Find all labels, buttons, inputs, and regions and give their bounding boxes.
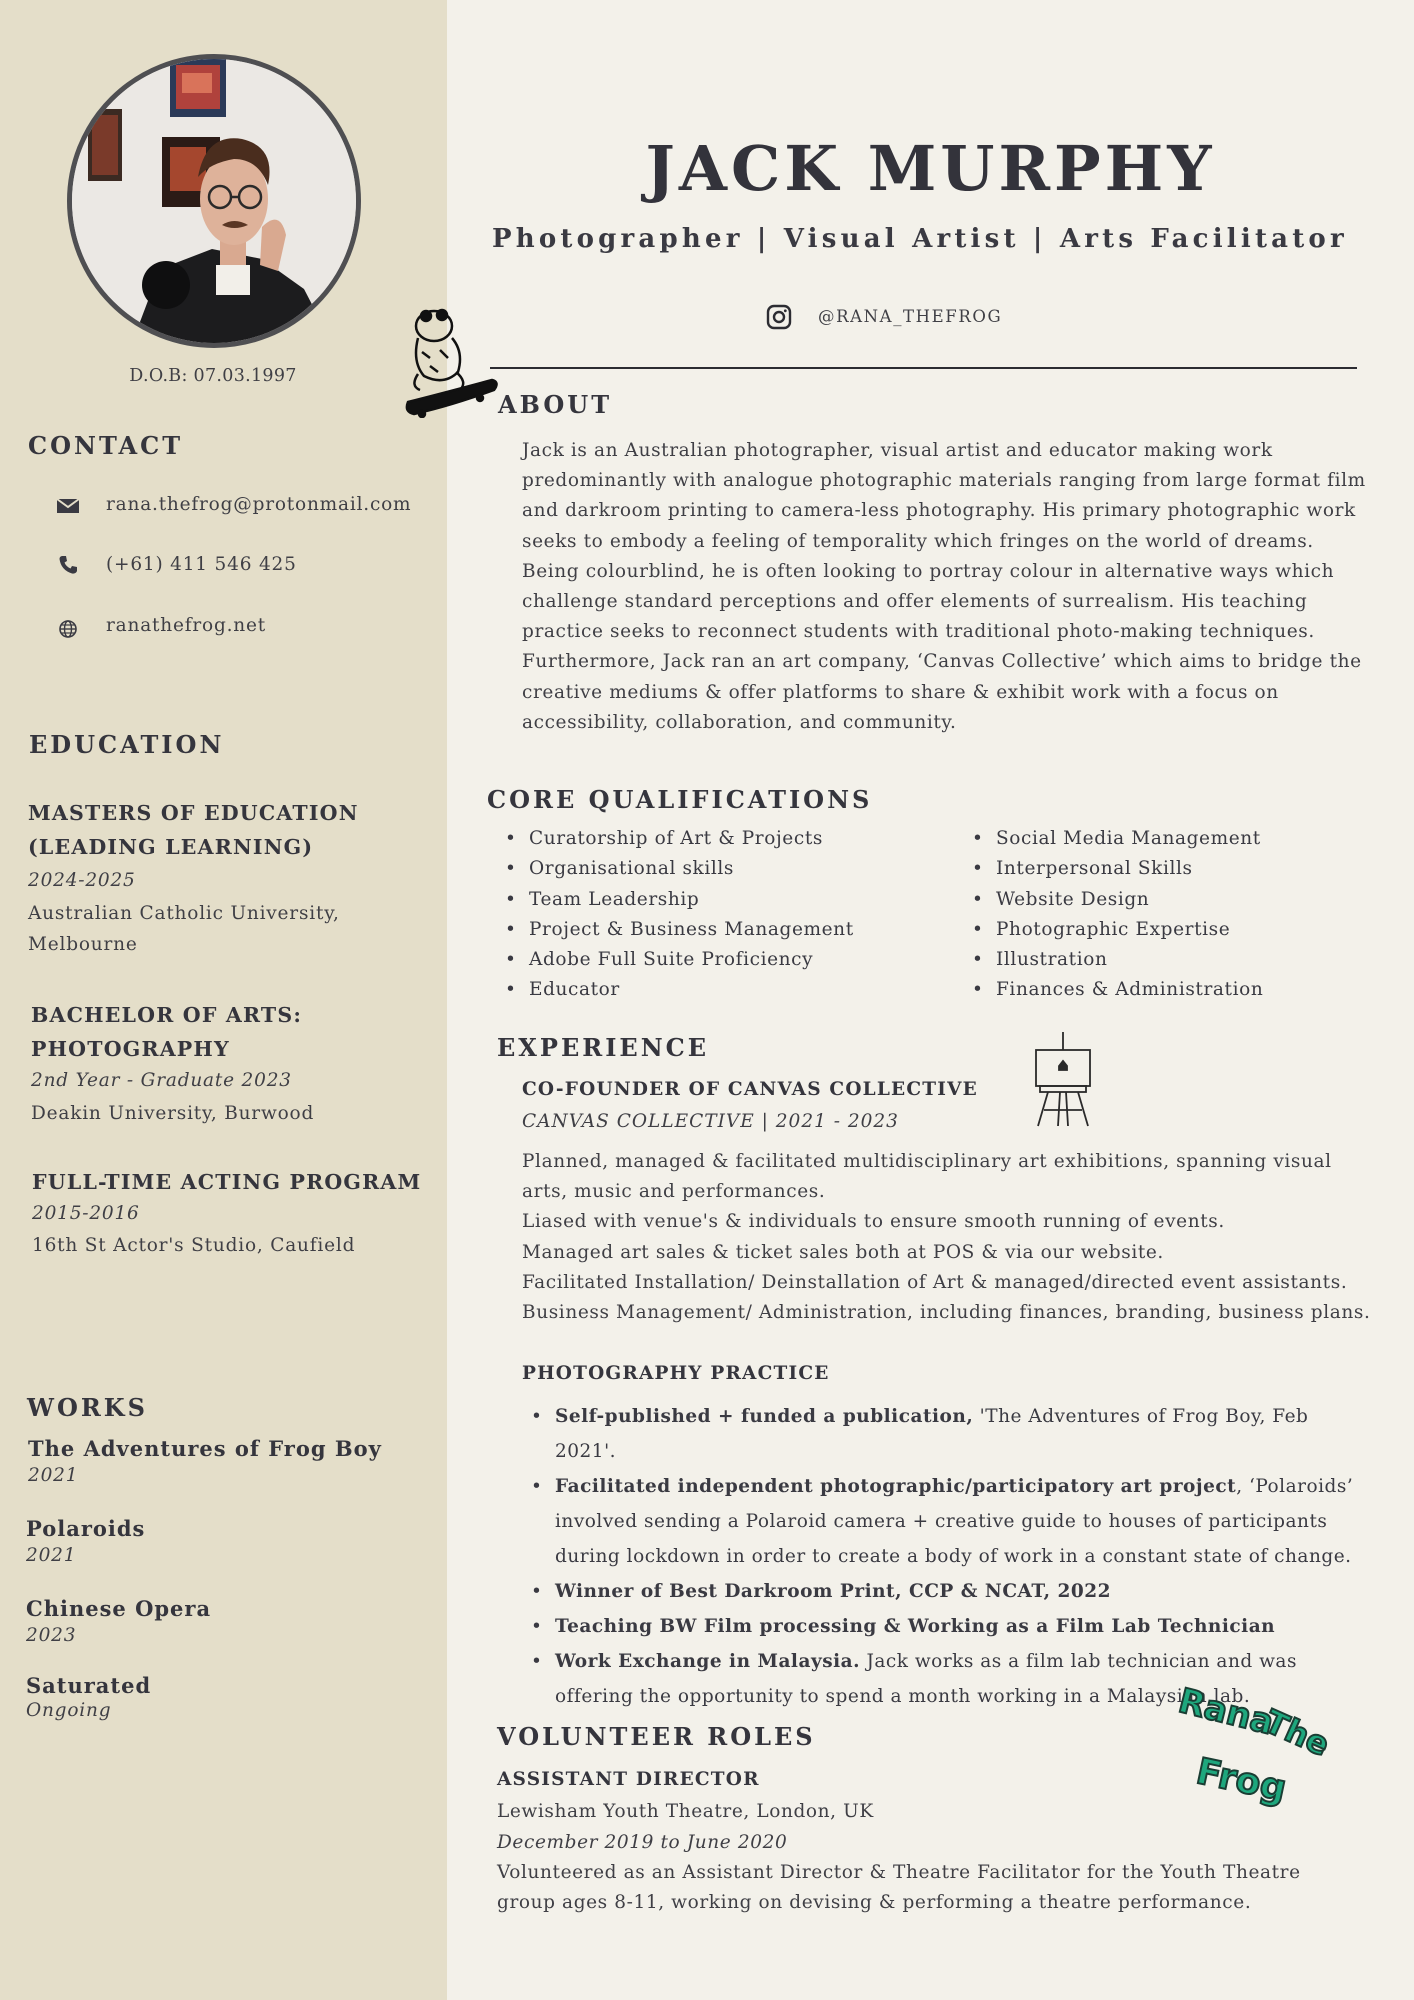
volunteer-org: Lewisham Youth Theatre, London, UK — [497, 1801, 874, 1822]
about-heading: ABOUT — [498, 390, 613, 419]
list-item: • Adobe Full Suite Proficiency — [505, 945, 854, 975]
experience-line: Liased with venue's & individuals to ensure smooth running of events. — [522, 1211, 1225, 1233]
work-year: 2021 — [26, 1545, 77, 1566]
education-item — [31, 998, 431, 1132]
work-item — [26, 1673, 151, 1721]
practice-highlight: Winner of Best Darkroom Print, CCP & NCAT, 2022 — [555, 1581, 1112, 1602]
list-item — [529, 1469, 1374, 1574]
sidebar — [0, 0, 447, 2000]
qualifications-list-left — [505, 824, 854, 1006]
qualifications-list-right — [972, 824, 1263, 1006]
contact-website[interactable]: ranathefrog.net — [106, 615, 266, 636]
volunteer-role: ASSISTANT DIRECTOR — [497, 1769, 760, 1790]
list-item: • Illustration — [972, 945, 1263, 975]
practice-highlight: Facilitated independent photographic/participatory art project — [555, 1476, 1237, 1497]
volunteer-heading: VOLUNTEER ROLES — [497, 1722, 816, 1751]
experience-line: Business Management/ Administration, including finances, branding, business plans. — [522, 1302, 1371, 1324]
work-year: 2023 — [26, 1625, 77, 1646]
list-item: • Website Design — [972, 885, 1263, 915]
list-item: • Photographic Expertise — [972, 915, 1263, 945]
phone-icon — [58, 555, 78, 579]
degree-title: (LEADING LEARNING) — [28, 835, 314, 859]
contact-phone[interactable]: (+61) 411 546 425 — [106, 554, 297, 575]
degree-school: 16th St Actor's Studio, Caufield — [32, 1235, 356, 1256]
contact-email[interactable]: rana.thefrog@protonmail.com — [106, 494, 412, 515]
sticker-text: The — [1259, 1702, 1336, 1764]
practice-detail: , ‘Polaroids’ involved sending a Polaroid camera + creative guide to houses of participants during lockdown in order to create a body of work in a constant state of change. — [555, 1476, 1354, 1567]
experience-line: Facilitated Installation/ Deinstallation of Art & managed/directed event assistants. — [522, 1271, 1348, 1293]
about-line: Being colourblind, he is often looking to portray colour in alternative ways which — [522, 560, 1335, 582]
list-item: • Curatorship of Art & Projects — [505, 824, 854, 854]
instagram-handle[interactable]: @RANA_THEFROG — [818, 307, 1003, 326]
practice-highlight: Work Exchange in Malaysia. — [555, 1651, 861, 1672]
volunteer-description — [497, 1858, 1301, 1918]
list-item: • Social Media Management — [972, 824, 1263, 854]
education-item — [28, 796, 428, 960]
experience-description — [522, 1147, 1370, 1328]
practice-highlight: Self-published + funded a publication, — [555, 1406, 974, 1427]
about-text — [522, 436, 1382, 738]
list-item: • Interpersonal Skills — [972, 854, 1263, 884]
page-title: JACK MURPHY — [645, 132, 1216, 205]
about-line: and darkroom printing to camera-less photography. His primary photographic work — [522, 500, 1356, 522]
work-title: Saturated — [26, 1673, 152, 1698]
practice-heading: PHOTOGRAPHY PRACTICE — [522, 1363, 830, 1384]
work-title: Chinese Opera — [26, 1596, 212, 1621]
practice-detail: Jack works as a film lab technician and was offering the opportunity to spend a month working in a Malaysian lab. — [555, 1651, 1297, 1707]
work-item — [26, 1516, 145, 1566]
envelope-icon — [56, 497, 80, 519]
list-item: • Educator — [505, 975, 854, 1005]
list-item: • Project & Business Management — [505, 915, 854, 945]
practice-highlight: Teaching BW Film processing & Working as a Film Lab Technician — [555, 1616, 1276, 1637]
profile-photo — [67, 54, 361, 348]
frog-skateboard-illustration — [400, 302, 500, 422]
volunteer-dates: December 2019 to June 2020 — [497, 1832, 788, 1853]
work-title: The Adventures of Frog Boy — [28, 1436, 382, 1461]
degree-school: Melbourne — [28, 934, 138, 955]
globe-icon — [58, 619, 78, 643]
list-item: • Finances & Administration — [972, 975, 1263, 1005]
header-divider — [490, 367, 1357, 369]
about-line: practice seeks to reconnect students with traditional photo-making techniques. — [522, 621, 1315, 643]
education-item — [32, 1165, 432, 1263]
work-item — [26, 1596, 211, 1646]
degree-years: 2015-2016 — [32, 1203, 140, 1224]
degree-title: BACHELOR OF ARTS: — [31, 1003, 303, 1027]
experience-line: arts, music and performances. — [522, 1181, 826, 1203]
sticker-text: Frog — [1192, 1751, 1290, 1810]
about-line: challenge standard perceptions and offer elements of surrealism. His teaching — [522, 591, 1308, 613]
work-item — [28, 1436, 382, 1486]
degree-years: 2024-2025 — [28, 870, 136, 891]
about-line: accessibility, collaboration, and community. — [522, 711, 957, 733]
degree-title: FULL-TIME ACTING PROGRAM — [32, 1170, 422, 1194]
tagline: Photographer | Visual Artist | Arts Facilitator — [492, 224, 1348, 254]
contact-heading: CONTACT — [28, 431, 184, 460]
about-line: predominantly with analogue photographic materials ranging from large format film — [522, 470, 1366, 492]
about-line: seeks to embody a feeling of temporality which fringes on the world of dreams. — [522, 530, 1314, 552]
practice-list — [529, 1399, 1374, 1714]
experience-line: Managed art sales & ticket sales both at POS & via our website. — [522, 1241, 1164, 1263]
work-title: Polaroids — [26, 1516, 146, 1541]
list-item — [529, 1574, 1374, 1609]
rana-the-frog-sticker — [1174, 1680, 1336, 1830]
list-item: • Team Leadership — [505, 885, 854, 915]
list-item: • Organisational skills — [505, 854, 854, 884]
education-heading: EDUCATION — [29, 730, 225, 759]
list-item — [529, 1609, 1374, 1644]
volunteer-line: group ages 8-11, working on devising & performing a theatre performance. — [497, 1892, 1252, 1914]
practice-detail: 'The Adventures of Frog Boy, Feb 2021'. — [555, 1406, 1309, 1462]
volunteer-line: Volunteered as an Assistant Director & Theatre Facilitator for the Youth Theatre — [497, 1862, 1301, 1883]
work-year: Ongoing — [26, 1700, 112, 1721]
degree-school: Deakin University, Burwood — [31, 1103, 315, 1124]
instagram-icon[interactable] — [766, 304, 792, 334]
experience-role: CO-FOUNDER OF CANVAS COLLECTIVE — [522, 1079, 978, 1100]
experience-line: Planned, managed & facilitated multidisciplinary art exhibitions, spanning visual — [522, 1151, 1332, 1172]
works-heading: WORKS — [27, 1393, 148, 1422]
experience-heading: EXPERIENCE — [497, 1033, 710, 1062]
about-line: Furthermore, Jack ran an art company, ‘Canvas Collective’ which aims to bridge the — [522, 651, 1362, 673]
sticker-text: Rana — [1174, 1680, 1278, 1744]
about-line: creative mediums & offer platforms to share & exhibit work with a focus on — [522, 681, 1279, 703]
qualifications-heading: CORE QUALIFICATIONS — [487, 785, 873, 814]
work-year: 2021 — [28, 1465, 79, 1486]
list-item — [529, 1399, 1374, 1469]
easel-illustration — [1028, 1030, 1098, 1132]
experience-company: CANVAS COLLECTIVE | 2021 - 2023 — [522, 1111, 899, 1132]
about-line: Jack is an Australian photographer, visual artist and educator making work — [522, 440, 1273, 461]
dob-text: D.O.B: 07.03.1997 — [129, 366, 297, 386]
degree-title: MASTERS OF EDUCATION — [28, 801, 359, 825]
degree-years: 2nd Year - Graduate 2023 — [31, 1070, 292, 1091]
degree-school: Australian Catholic University, — [28, 903, 340, 924]
degree-title: PHOTOGRAPHY — [31, 1037, 230, 1061]
